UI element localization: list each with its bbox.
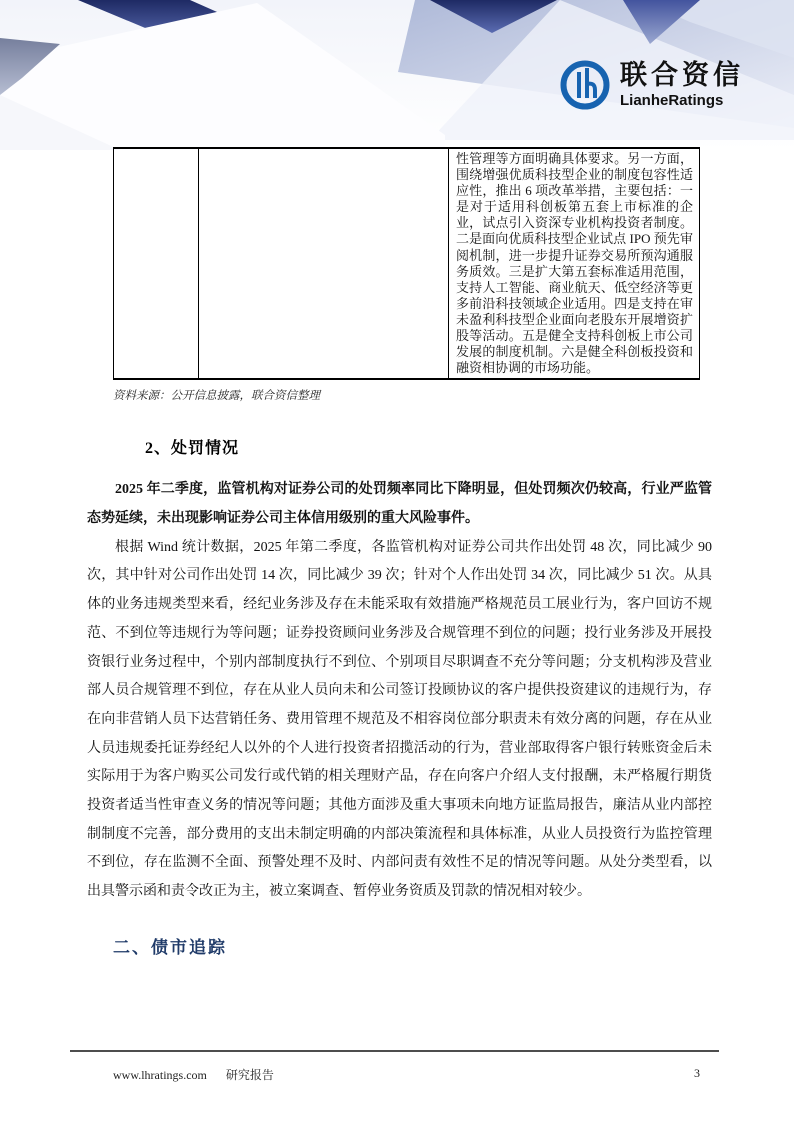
- page-content: [87, 147, 712, 958]
- section-heading-bond-market: 二、债市追踪: [113, 937, 227, 957]
- table-cell-detail: 性管理等方面明确具体要求。另一方面，围绕增强优质科技型企业的制度包容性适应性，推出 6 项改革举措，主要包括：一是对于适用科创板第五套上市标准的企业，试点引入资深专业机构投资者制度。二是面向优质科技型企业试点 IPO 预先审阅机制，进一步提升证券交易所预沟通服务质效。三是扩大第五套标准适用范围，支持人工智能、商业航天、低空经济等更多前沿科技领域企业适用。四是支持在审未盈利科技型企业面向老股东开展增资扩股等活动。五是健全支持科创板上市公司发展的制度机制。六是健全科创板投资和融资相协调的市场功能。: [449, 148, 700, 379]
- policy-table: [113, 147, 700, 380]
- footer-website-link[interactable]: www.lhratings.com: [113, 1068, 207, 1082]
- footer-divider: [70, 1050, 719, 1052]
- lianhe-ring-icon: [560, 60, 610, 110]
- section-heading-penalty: 2、处罚情况: [145, 440, 240, 458]
- logo-name-en: LianheRatings: [620, 92, 724, 109]
- penalty-body-paragraph: 根据 Wind 统计数据，2025 年第二季度，各监管机构对证券公司共作出处罚 48 次，同比减少 90 次，其中针对公司作出处罚 14 次，同比减少 39 次；针对个人作出处罚 34 次，同比减少 51 次。从具体的业务违规类型来看，经纪业务涉及存在未能采取有效措施严格规范员工展业行为，客户回访不规范、不到位等违规行为等问题；证券投资顾问业务涉及合规管理不到位的问题；投行业务涉及开展投资银行业务过程中，个别内部制度执行不到位、个别项目尽职调查不充分等问题；分支机构涉及营业部人员合规管理不到位，存在从业人员向未和公司签订投顾协议的客户提供投资建议的违规行为，存在向非营销人员下达营销任务、费用管理不规范及不相容岗位部分职责未有效分离的问题，存在从业人员违规委托证券经纪人以外的个人进行投资者招揽活动的行为，营业部取得客户银行转账资金后未实际用于为客户购买公司发行或代销的相关理财产品，存在向客户介绍人支付报酬，未严格履行期货投资者适当性审查义务的情况等问题；其他方面涉及重大事项未向地方证监局报告，廉洁从业内部控制制度不完善，部分费用的支出未制定明确的内部决策流程和具体标准，从业人员投资行为监控管理不到位，存在监测不全面、预警处理不及时、内部问责有效性不足的情况等问题。从处分类型看，以出具警示函和责令改正为主，被立案调查、暂停业务资质及罚款的情况相对较少。: [87, 539, 712, 900]
- footer-report-label: 研究报告: [225, 1068, 274, 1082]
- logo-name-cn: 联合资信: [620, 60, 744, 90]
- table-cell-category: [114, 148, 199, 379]
- table-cell-event: [199, 148, 449, 379]
- table-row: [114, 148, 700, 379]
- penalty-lead-paragraph: 2025 年二季度，监管机构对证券公司的处罚频率同比下降明显，但处罚频次仍较高，行业严监管态势延续，未出现影响证券公司主体信用级别的重大风险事件。: [87, 482, 712, 527]
- footer-page-number: 3: [694, 1066, 700, 1080]
- header-banner: [0, 0, 794, 150]
- footer-info: [113, 1066, 274, 1083]
- lianhe-logo: [560, 60, 744, 110]
- table-source-note: 资料来源：公开信息披露，联合资信整理: [113, 390, 320, 403]
